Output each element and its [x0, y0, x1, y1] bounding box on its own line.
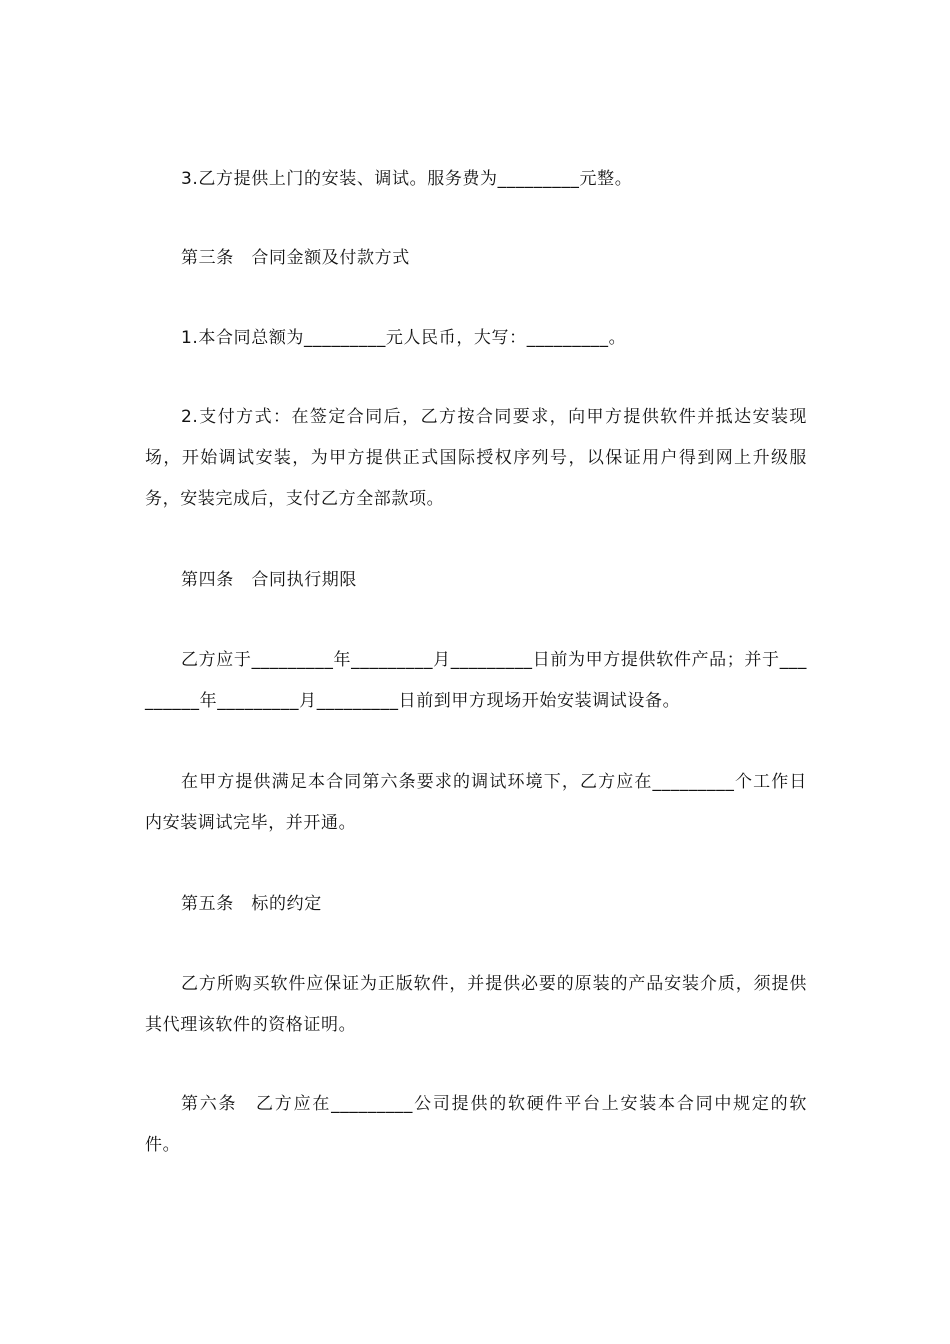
article-4-heading: 第四条 合同执行期限 [181, 570, 357, 590]
article-3-item-2: 2.支付方式：在签定合同后，乙方按合同要求，向甲方提供软件并抵达安装现场，开始调试安装，为甲方提供正式国际授权序列号，以保证用户得到网上升级服务，安装完成后，支付乙方全部款项。 [145, 407, 807, 509]
article-3-heading: 第三条 合同金额及付款方式 [181, 248, 410, 268]
article-5-body: 乙方所购买软件应保证为正版软件，并提供必要的原装的产品安装介质，须提供其代理该软件的资格证明。 [145, 974, 807, 1035]
article-5-heading: 第五条 标的约定 [181, 894, 322, 914]
article-4-schedule: 乙方应于_________年_________月_________日前为甲方提供软件产品；并于_________年_________月_________日前到甲方现场开始安装调试设备。 [145, 650, 807, 711]
article-6-body: 第六条 乙方应在_________公司提供的软硬件平台上安装本合同中规定的软件。 [145, 1094, 807, 1155]
article-4-install-period: 在甲方提供满足本合同第六条要求的调试环境下，乙方应在_________个工作日内安装调试完毕，并开通。 [145, 772, 807, 833]
clause-2-item-3: 3.乙方提供上门的安装、调试。服务费为_________元整。 [181, 169, 633, 189]
article-3-item-1: 1.本合同总额为_________元人民币，大写：_________。 [181, 328, 627, 348]
